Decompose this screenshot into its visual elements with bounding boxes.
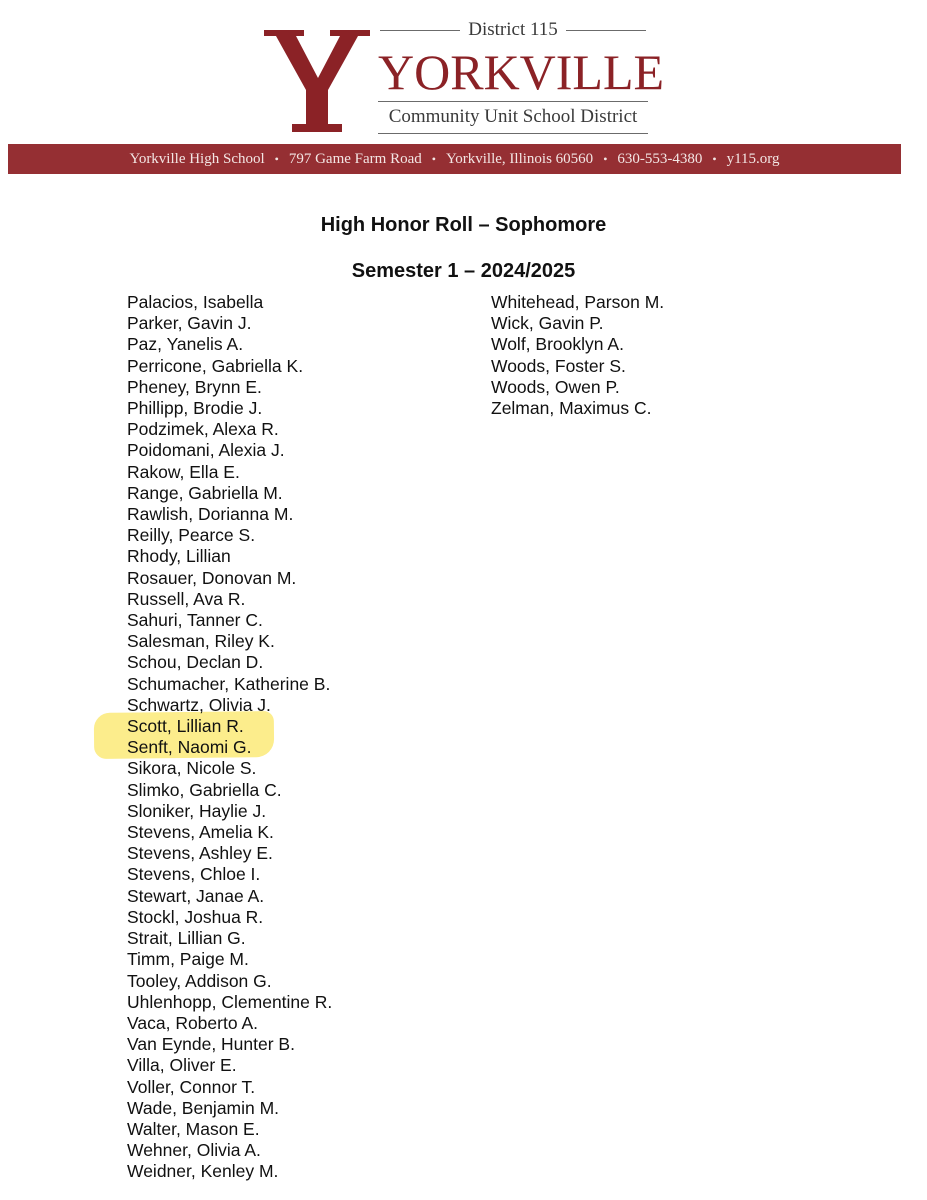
address-band [8, 144, 901, 174]
student-name: Sahuri, Tanner C. [127, 610, 263, 631]
phone-number: 630-553-4380 [617, 150, 703, 167]
student-name: Scott, Lillian R. [127, 716, 244, 737]
student-name: Rakow, Ella E. [127, 461, 240, 482]
student-name: Stevens, Chloe I. [127, 864, 261, 885]
student-name: Wehner, Olivia A. [127, 1140, 261, 1161]
student-name: Tooley, Addison G. [127, 970, 272, 991]
student-name: Whitehead, Parson M. [491, 292, 665, 312]
district-rule-left [380, 30, 460, 31]
names-column-right [491, 292, 664, 419]
student-name: Stevens, Ashley E. [127, 843, 273, 864]
student-name: Stewart, Janae A. [127, 885, 265, 906]
student-name: Range, Gabriella M. [127, 482, 283, 503]
student-name: Rosauer, Donovan M. [127, 567, 297, 588]
district-line [380, 18, 646, 42]
student-name: Perricone, Gabriella K. [127, 355, 304, 376]
wordmark-rule-bottom [378, 133, 648, 134]
student-name: Rawlish, Dorianna M. [127, 504, 294, 525]
document-title: High Honor Roll – Sophomore [320, 214, 607, 236]
student-name: Wolf, Brooklyn A. [491, 334, 624, 355]
student-name: Stevens, Amelia K. [127, 822, 274, 843]
student-name: Paz, Yanelis A. [127, 334, 244, 355]
student-name: Poidomani, Alexia J. [127, 440, 285, 461]
student-name: Pheney, Brynn E. [127, 376, 262, 397]
website: y115.org [726, 150, 780, 167]
separator-dot: • [712, 151, 717, 166]
student-name: Strait, Lillian G. [127, 928, 246, 949]
separator-dot: • [603, 151, 608, 166]
student-name: Zelman, Maximus C. [491, 398, 652, 419]
student-name: Weidner, Kenley M. [127, 1161, 279, 1182]
letterhead [0, 0, 927, 180]
student-name: Wick, Gavin P. [491, 313, 604, 334]
school-name: Yorkville High School [129, 150, 265, 167]
student-name: Villa, Oliver E. [127, 1055, 237, 1076]
student-name: Vaca, Roberto A. [127, 1012, 259, 1033]
district-name: Community Unit School District [388, 106, 638, 127]
student-name: Sloniker, Haylie J. [127, 800, 267, 821]
yorkville-wordmark: YORKVILLE [378, 44, 665, 100]
student-name: Wade, Benjamin M. [127, 1097, 280, 1118]
student-name: Phillipp, Brodie J. [127, 398, 263, 419]
student-name: Schumacher, Katherine B. [127, 673, 331, 694]
student-name: Walter, Mason E. [127, 1118, 260, 1139]
student-name: Woods, Foster S. [491, 355, 626, 376]
names-column-left [127, 292, 332, 1183]
student-name: Russell, Ava R. [127, 588, 246, 609]
district-number: District 115 [468, 19, 558, 40]
student-name: Voller, Connor T. [127, 1076, 256, 1097]
student-name: Timm, Paige M. [127, 949, 249, 970]
student-name: Stockl, Joshua R. [127, 906, 264, 927]
student-name: Rhody, Lillian [127, 546, 231, 567]
student-name: Salesman, Riley K. [127, 631, 275, 652]
student-name: Parker, Gavin J. [127, 313, 252, 334]
student-name: Schwartz, Olivia J. [127, 694, 271, 715]
separator-dot: • [274, 151, 279, 166]
student-name: Senft, Naomi G. [127, 737, 252, 758]
street-address: 797 Game Farm Road [288, 150, 422, 167]
yorkville-y-logo [262, 24, 372, 136]
student-name: Podzimek, Alexa R. [127, 419, 279, 440]
student-name: Sikora, Nicole S. [127, 758, 257, 779]
wordmark-rule-top [378, 101, 648, 102]
student-name: Palacios, Isabella [127, 292, 264, 312]
student-name: Woods, Owen P. [491, 376, 620, 397]
document-subtitle: Semester 1 – 2024/2025 [351, 260, 576, 282]
city-state-zip: Yorkville, Illinois 60560 [445, 150, 594, 167]
student-name: Uhlenhopp, Clementine R. [127, 991, 333, 1012]
student-name: Reilly, Pearce S. [127, 525, 256, 546]
student-name: Van Eynde, Hunter B. [127, 1034, 295, 1055]
student-name: Slimko, Gabriella C. [127, 779, 282, 800]
separator-dot: • [431, 151, 436, 166]
student-name: Schou, Declan D. [127, 652, 264, 673]
district-rule-right [566, 30, 646, 31]
